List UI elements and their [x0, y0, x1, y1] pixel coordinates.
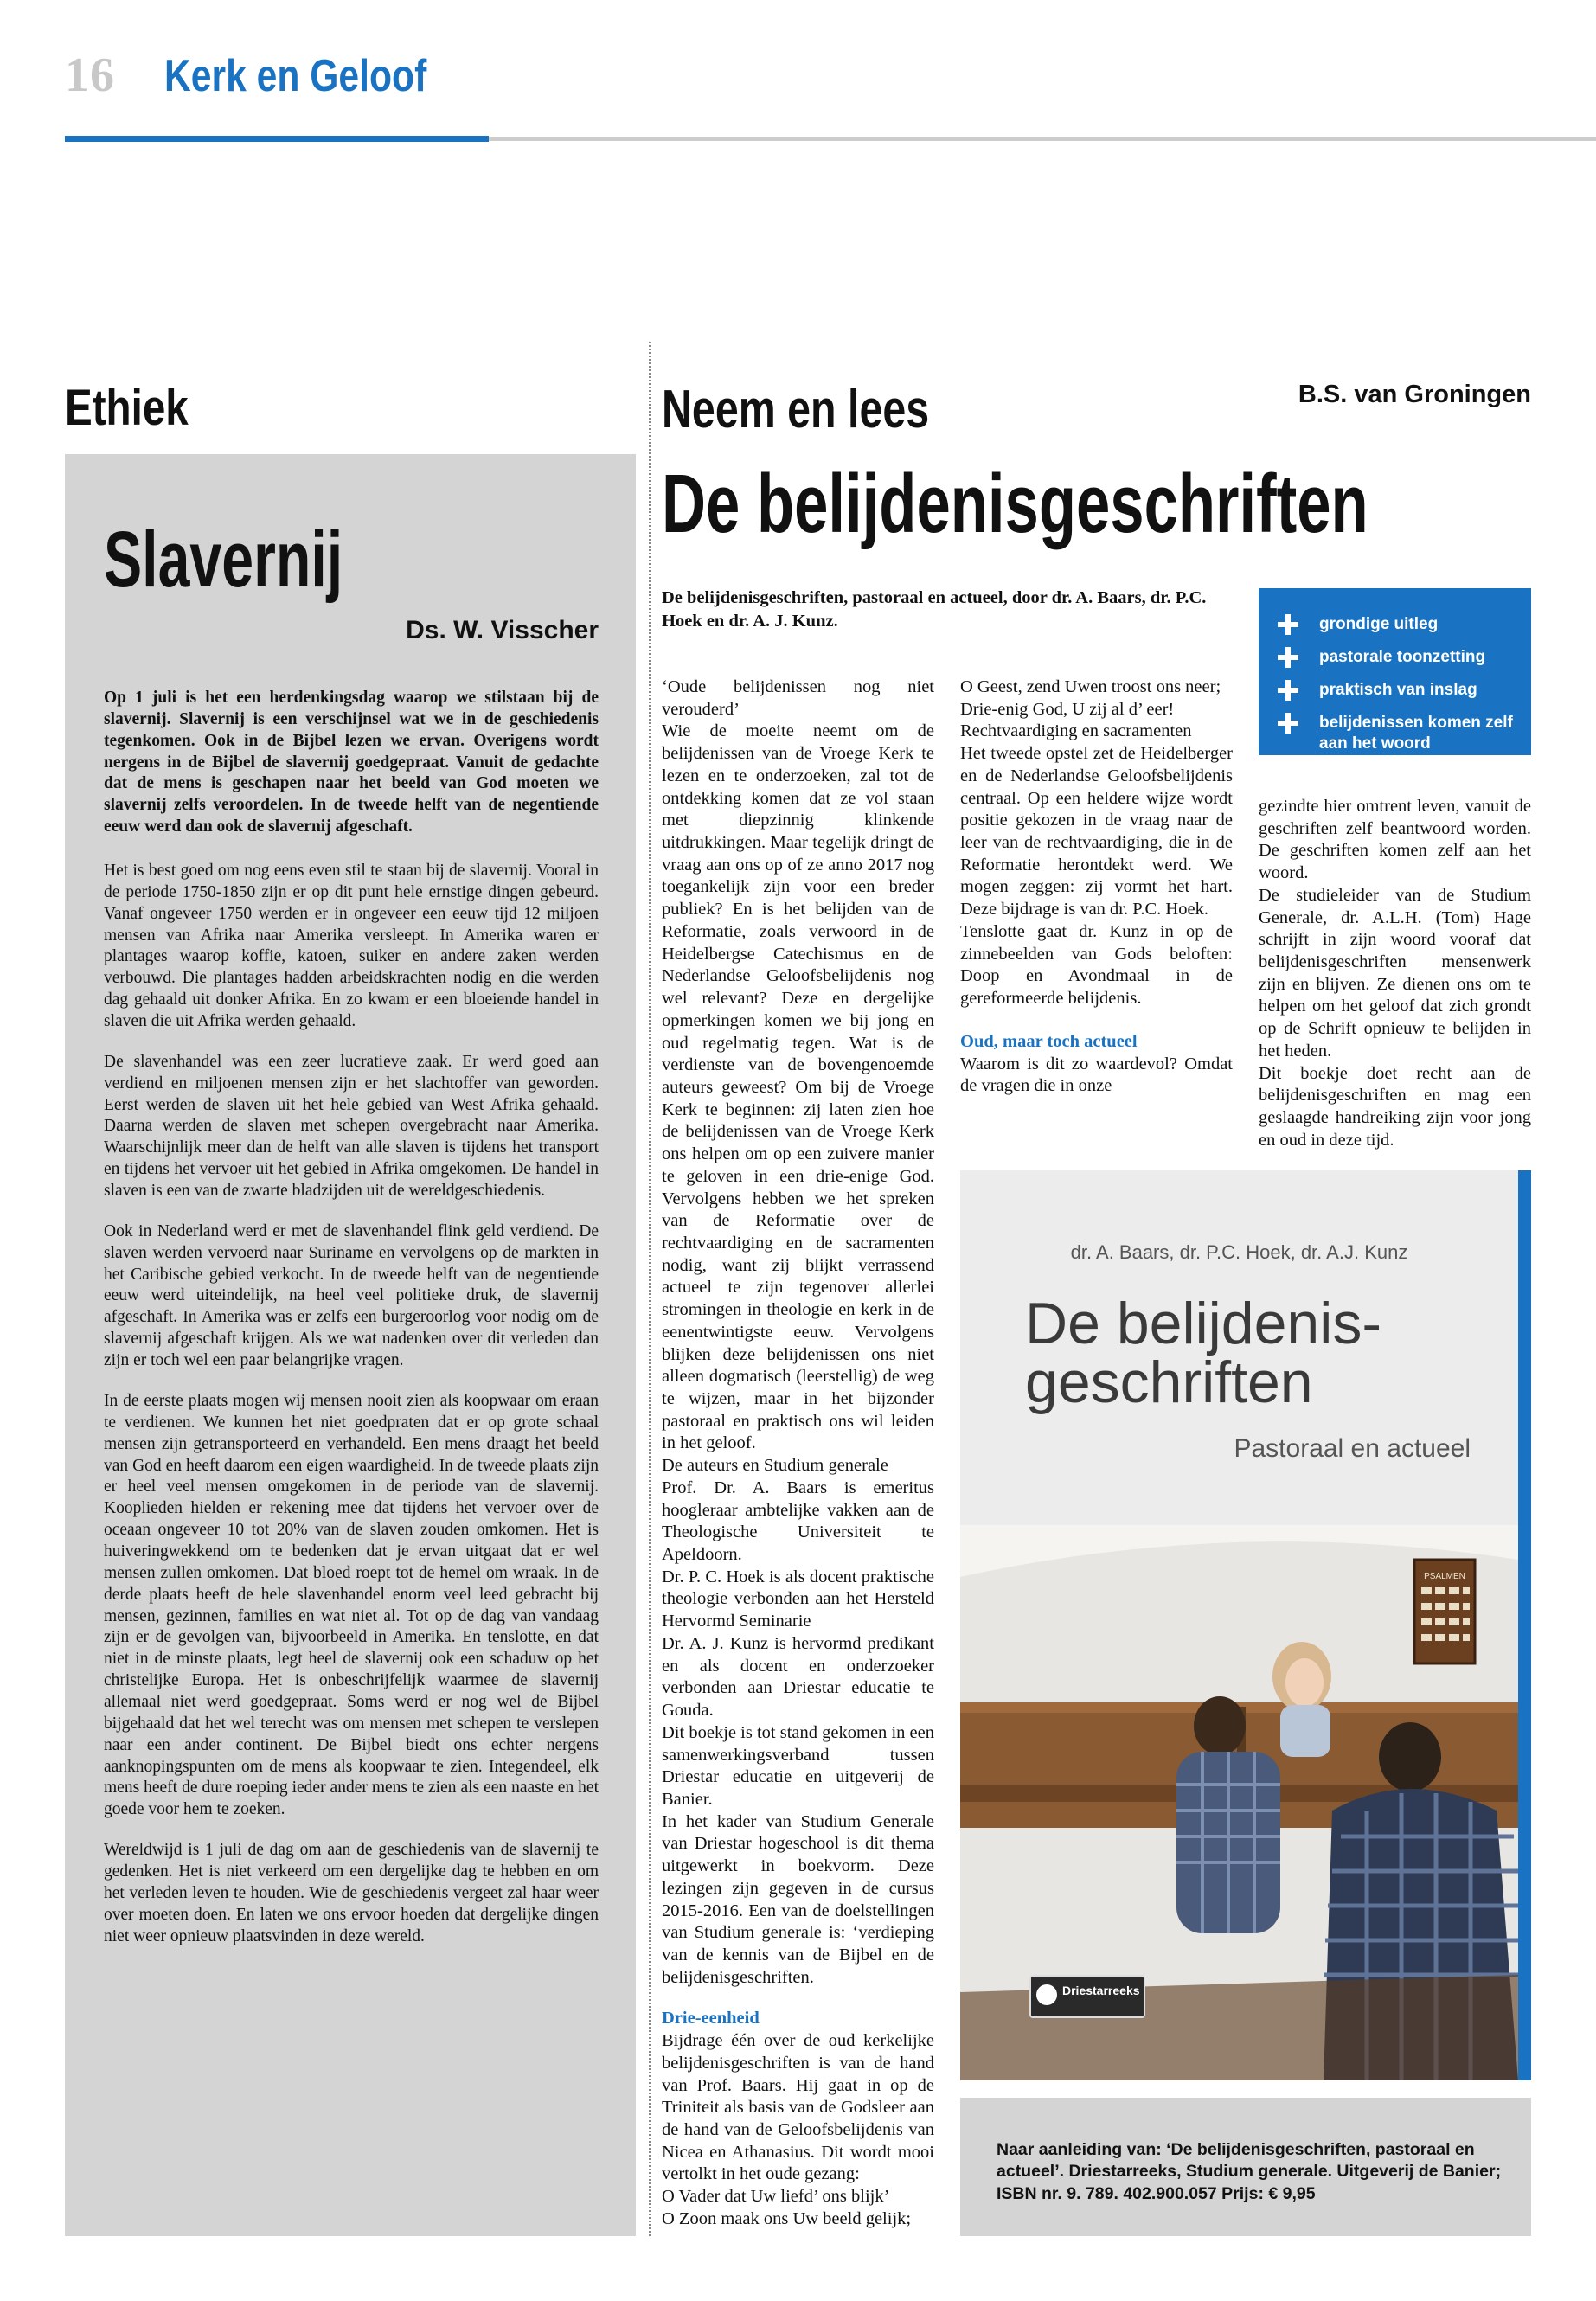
ethiek-paragraph: Ook in Nederland werd er met de slavenhandel flink geld verdiend. De slaven werden vervoerd naar Suriname en vervolgens op de markten in het Caribische gebied verkocht. In de tweede helft van de negentiende eeuw werd uiteindelijk, na heel veel politieke druk, de slavernij afgeschaft. In Amerika was er zelfs een burgeroorlog voor nodig om de slavernij afgeschaft krijgen. Als we wat nadenken over dit verleden dan zijn er toch wel een paar belangrijke vragen.	[104, 1221, 599, 1370]
feature-text: belijdenissen komen zelf aan het woord	[1319, 714, 1513, 753]
article-title	[662, 457, 1596, 552]
article-paragraph: De studieleider van de Studium Generale, dr. A.L.H. (Tom) Hage schrijft in zijn woord vooraf dat belijdenisgeschriften mensenwerk zijn en blijven. Ze dienen ons om te helpen om het geloof dat zich grondt op de Schrift opnieuw te belijden in het heden.	[1259, 885, 1531, 1061]
ethiek-paragraph: In de eerste plaats mogen wij mensen nooit zien als koopwaar om eraan te verdienen. We kunnen het niet goedpraten dat er op grote schaal mensen zijn getransporteerd en verhandeld. Een mens draagt het beeld van God en heeft daarom een eigen waardigheid. In de tweede plaats zijn er heel veel mensen omgekomen in de periode van de slavernij. Kooplieden hielden er rekening mee dat tijdens het vervoer over de oceaan ongeveer 10 tot 20% van de slaven zouden omkomen. Het is huiveringwekkend om te bedenken dat je ervan uitgaat dat er wel mensen zullen omkomen. Dat bloed roept tot de hemel om wraak. In de derde plaats heeft de hele slavenhandel enorm veel leed gebracht bij mensen, gezinnen, families en wat niet al. Tot op de dag van vandaag zijn er de gevolgen van, bijvoorbeeld in Amerika. En tenslotte, en dat niet in de minste plaats, legt heel de slavernij ook een schaduw op het christelijke Europa. Het is onbeschrijfelijk waarmee de slavernij allemaal niet werd goedgepraat. Soms werd er nog wel de Bijbel bijgehaald dat het wel terecht was om mensen met schepen te verslepen naar een ander continent. De Bijbel biedt ons echter nergens aanknopingspunten om de mens als koopwaar te zien. Integendeel, elk mens heeft de dure roeping ieder ander mens te zien als een naaste en het goede voor hem te zoeken.	[104, 1391, 599, 1819]
slavernij-title	[104, 515, 436, 606]
book-caption-box	[960, 2098, 1531, 2236]
article-title-text: De belijdenisgeschriften	[662, 458, 1368, 550]
slavernij-author: Ds. W. Visscher	[406, 616, 599, 644]
book-subtitle: Pastoraal en actueel	[1234, 1434, 1471, 1463]
article-paragraph: Prof. Dr. A. Baars is emeritus hoogleraar ambtelijke vakken aan de Theologische Universiteit te Apeldoorn.	[662, 1477, 934, 1565]
header-rule	[489, 137, 1596, 141]
plus-icon	[1278, 713, 1298, 734]
article-paragraph: gezindte hier omtrent leven, vanuit de geschriften zelf beantwoord worden. De geschriften komen zelf aan het woord.	[1259, 797, 1531, 883]
book-caption: Naar aanleiding van: ‘De belijdenisgeschriften, pastoraal en actueel’. Driestarreeks, Studium generale. Uitgeverij de Banier; ISBN nr. 9. 789. 402.900.057 Prijs: € 9,95	[997, 2140, 1502, 2203]
article-paragraph: Bijdrage één over de oud kerkelijke belijdenisgeschriften is van de hand van Prof. Baars. Hij gaat in op de Triniteit als basis van de Godsleer aan de hand van de Geloofsbelijdenis van Nicea en Athanasius. Dit wordt mooi vertolkt in het oude gezang:	[662, 2031, 934, 2184]
book-title	[1025, 1291, 1381, 1415]
article-column-3	[1259, 796, 1531, 1152]
boy-hair	[1194, 1696, 1246, 1755]
book-cover-spine	[1518, 1170, 1531, 2080]
feature-text: praktisch van inslag	[1319, 681, 1477, 699]
book-cover	[960, 1170, 1518, 2080]
book-title-line: geschriften	[1025, 1349, 1313, 1415]
driestarreeks-logo	[1029, 1975, 1145, 2018]
header-rule-accent	[65, 136, 489, 142]
girl-face	[1285, 1658, 1324, 1707]
article-paragraph: Dr. A. J. Kunz is hervormd predikant en als docent en onderzoeker verbonden aan Driestar educatie te Gouda.	[662, 1633, 934, 1721]
ethiek-paragraph: Het is best goed om nog eens even stil te staan bij de slavernij. Vooral in de periode 1750-1850 zijn er op dit punt hele ernstige dingen gebeurd. Vanaf ongeveer 1750 werden er in ongeveer een eeuw tijd 12 miljoen mensen van Afrika naar Amerika versleept. In Amerika waren er plantages waarop koffie, katoen, suiker en andere zaken werden verbouwd. Die plantages hadden arbeidskrachten nodig en die werden dag gehaald uit donker Afrika. En zo kwam er een bloeiende handel in slaven die uit Afrika werden gehaald.	[104, 862, 599, 1031]
article-paragraph: Het tweede opstel zet de Heidelberger en de Nederlandse Geloofsbelijdenis centraal. Op een heldere wijze wordt positie gekozen in de vraag naar de leer van de rechtvaardiging, die in de Reformatie herontdekt werd. We mogen zeggen: zij vormt het hart. Deze bijdrage is van dr. P.C. Hoek.	[960, 744, 1233, 920]
subheading-oud-maar-actueel: Oud, maar toch actueel	[960, 1031, 1138, 1051]
logo-name: Driestarreeks	[1062, 1984, 1140, 1997]
column-divider	[649, 342, 651, 2236]
ethiek-lead: Op 1 juli is het een herdenkingsdag waarop we stilstaan bij de slavernij. Slavernij is een verschijnsel wat we in de geschiedenis tegenkomen. Ook in de Bijbel lezen we ervan. Overigens wordt nergens in de Bijbel de slavernij goedgepraat. Vanuit de gedachte dat de mens is geschapen naar het beeld van God moeten we slavernij zelfs veroordelen. In de tweede helft van de negentiende eeuw werd dan ook de slavernij afgeschaft.	[104, 689, 599, 836]
logo-mark-icon	[1036, 1984, 1057, 2005]
ethiek-paragraph: De slavenhandel was een zeer lucratieve zaak. Er werd goed aan verdiend en miljoenen mensen zijn er het slachtoffer van geworden. Eerst werden de slaven uit het hele gebied van West Afrika gehaald. Daarna werden de slaven met schepen overgebracht naar Amerika. Waarschijnlijk meer dan de helft van alle slaven is tijdens het transport en tijdens het vervoer uit het gebied in Afrika omgekomen. De handel in slaven is een van de zwarte bladzijden uit de wereldgeschiedenis.	[104, 1052, 599, 1201]
poem-line: O Zoon maak ons Uw beeld gelijk;	[662, 2208, 912, 2228]
ethiek-paragraph: Wereldwijd is 1 juli de dag om aan de geschiedenis van de slavernij te gedenken. Het is niet verkeerd om een dergelijke dag te hebben en om het verleden leven te houden. Wie de geschiedenis vergeet zal haar weer over moeten doen. En laten we ons ervoor hoeden dat dergelijke dingen niet weer opnieuw plaatsvinden in deze wereld.	[104, 1841, 599, 1945]
article-paragraph: Rechtvaardiging en sacramenten	[960, 721, 1192, 741]
book-authors: dr. A. Baars, dr. P.C. Hoek, dr. A.J. Kunz	[1070, 1241, 1408, 1263]
ethiek-body	[104, 688, 599, 1966]
plus-icon	[1278, 647, 1298, 668]
slavernij-title-text: Slavernij	[104, 516, 343, 604]
article-paragraph: Dit boekje is tot stand gekomen in een samenwerkingsverband tussen Driestar educatie en uitgeverij de Banier.	[662, 1722, 934, 1809]
article-column-1	[662, 676, 934, 2231]
article-author: B.S. van Groningen	[1298, 381, 1531, 408]
plus-icon	[1278, 614, 1298, 635]
article-paragraph: Dit boekje doet recht aan de belijdenisgeschriften en mag een geslaagde handreiking zijn voor jong en oud in deze tijd.	[1259, 1063, 1531, 1150]
article-intro: De belijdenisgeschriften, pastoraal en actueel, door dr. A. Baars, dr. P.C. Hoek en dr. A. J. Kunz.	[662, 588, 1207, 631]
article-paragraph: Tenslotte gaat dr. Kunz in op de zinnebeelden van Gods beloften: Doop en Avondmaal in de gereformeerde belijdenis.	[960, 921, 1233, 1009]
article-paragraph: De auteurs en Studium generale	[662, 1456, 888, 1476]
girl-shirt	[1280, 1705, 1330, 1757]
section-title	[164, 50, 484, 102]
ethiek-heading-text: Ethiek	[65, 380, 189, 436]
article-paragraph: Dr. P. C. Hoek is als docent praktische theologie verbonden aan het Hersteld Hervormd Seminarie	[662, 1567, 934, 1631]
feature-text: grondige uitleg	[1319, 615, 1439, 633]
article-paragraph: In het kader van Studium Generale van Driestar hogeschool is dit thema uitgewerkt in boekvorm. Deze lezingen zijn gegeven in de cursus 2015-2016. Een van de doelstellingen van Studium generale is: ‘verdieping van de kennis van de Bijbel en de belijdenisgeschriften.	[662, 1811, 934, 1987]
poem-line: O Vader dat Uw liefd’ ons blijk’	[662, 2187, 890, 2207]
article-column-2	[960, 676, 1233, 1098]
feature-box	[1259, 588, 1531, 755]
subheading-drie-eenheid: Drie-eenheid	[662, 2009, 760, 2029]
article-paragraph: ‘Oude belijdenissen nog niet verouderd’	[662, 677, 934, 719]
ethiek-heading	[65, 379, 215, 437]
article-paragraph: Wie de moeite neemt om de belijdenissen van de Vroege Kerk te lezen en te onderzoeken, zal tot de ontdekking komen dat ze vol staan met diepzinnig klinkende uitdrukkingen. Maar tegelijk dringt de vraag aan ons op of ze anno 2017 nog toegankelijk zijn voor een breder publiek? En is het belijden van de Reformatie, zoals verwoord in de Heidelbergse Catechismus en de Nederlandse Geloofsbelijdenis nog wel relevant? Deze en dergelijke opmerkingen komen we bij jong en oud regelmatig tegen. Wat is de verdienste van de bovengenoemde auteurs geweest? Om bij de Vroege Kerk te beginnen: zij laten zien hoe de belijdenissen van de Vroege Kerk ons helpen om op een zuivere manier te geloven in een drie-enige God. Vervolgens hebben we het spreken van de Reformatie over de rechtvaardiging en de sacramenten nodig, want zij blijkt verrassend actueel te zijn tegenover allerlei stromingen in theologie en kerk in de eenentwintigste eeuw. Vervolgens blijken deze belijdenissen ons niet alleen dogmatisch (leerstellig) de weg te wijzen, maar in het bijzonder pastoraal en praktisch ons wil leiden in het geloof.	[662, 721, 934, 1453]
plus-icon	[1278, 680, 1298, 701]
article-kicker-text: Neem en lees	[662, 380, 930, 439]
section-title-text: Kerk en Geloof	[164, 51, 427, 101]
article-kicker	[662, 379, 1004, 440]
feature-text: pastorale toonzetting	[1319, 648, 1486, 666]
psalm-board-label: PSALMEN	[1424, 1572, 1465, 1581]
poem-line: Drie-enig God, U zij al d’ eer!	[960, 699, 1175, 719]
poem-line: O Geest, zend Uwen troost ons neer;	[960, 677, 1221, 696]
book-title-line: De belijdenis-	[1025, 1291, 1381, 1356]
man-hair	[1379, 1722, 1441, 1791]
article-paragraph: Waarom is dit zo waardevol? Omdat de vragen die in onze	[960, 1054, 1233, 1096]
page-number: 16	[65, 48, 115, 102]
